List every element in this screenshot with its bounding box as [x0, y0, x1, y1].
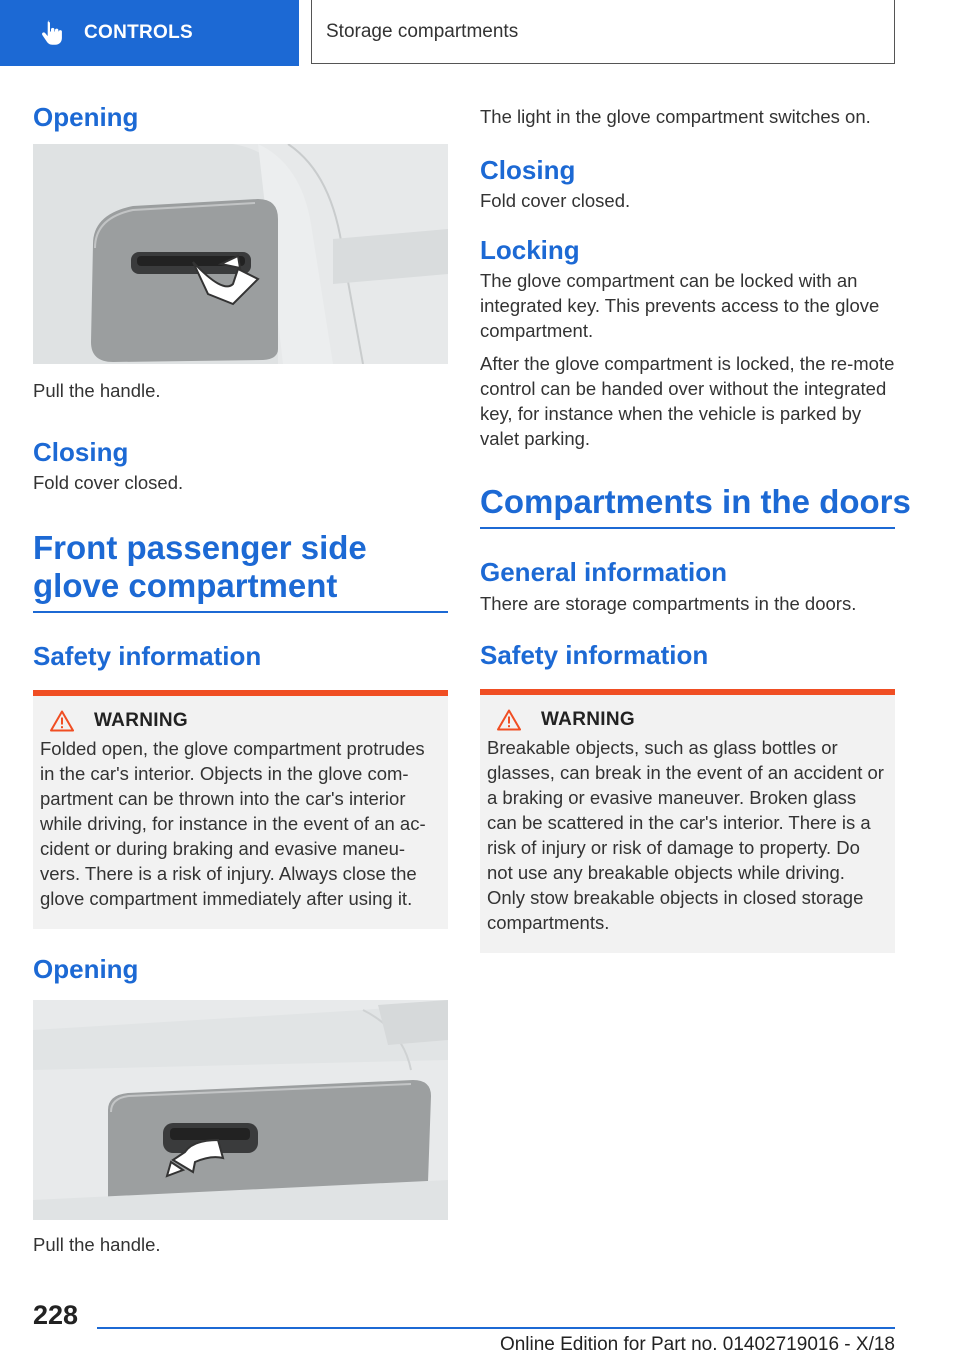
locking-text-2: After the glove compartment is locked, the re‐mote control can be handed over without the integrated key, for instance when the vehicle is parked by valet parking.: [480, 353, 895, 450]
warning-triangle-icon: [497, 709, 521, 731]
heading-compartments-doors: Compartments in the doors: [480, 483, 895, 529]
warning-box-left: [33, 690, 448, 929]
front-glovebox-handle-illustration: [33, 1000, 448, 1220]
heading-safety-right: Safety information: [480, 639, 709, 670]
section-tab-label: CONTROLS: [84, 22, 194, 43]
figure-glovebox-1: [33, 144, 448, 364]
heading-front-passenger: Front passenger side glove compartment: [33, 529, 448, 613]
heading-opening-1: Opening: [33, 102, 139, 132]
heading-closing-left: Closing: [33, 437, 129, 468]
heading-closing-right: Closing: [480, 155, 576, 185]
pull-handle-text-1: Pull the handle.: [33, 380, 161, 402]
pointing-hand-icon: [40, 20, 64, 46]
section-tab-controls[interactable]: [0, 0, 299, 66]
warning-triangle-icon: [50, 710, 74, 732]
warning-box-right: [480, 689, 895, 953]
locking-text-1: The glove compartment can be locked with an integrated key. This prevents access to the glove compartment.: [480, 270, 880, 342]
closing-text-right: Fold cover closed.: [480, 190, 631, 212]
general-text: There are storage compartments in the doors.: [480, 592, 857, 614]
left-column: [33, 96, 448, 1257]
heading-locking: Locking: [480, 235, 580, 266]
pull-handle-text-2: Pull the handle.: [33, 1233, 161, 1255]
edition-text: Online Edition for Part no. 01402719016 - X/18: [499, 1334, 895, 1355]
warning-text-left: Folded open, the glove compartment protrudes in the car's interior. Objects in the glove com‐partment can be thrown into the car's interior while driving, for instance in the event of an ac‐cident or during braking and evasive maneu‐vers. There is a risk of injury. Always close the glove compartment immediately after using it.: [40, 738, 426, 910]
heading-general-info: General information: [480, 557, 728, 588]
warning-text-right: Breakable objects, such as glass bottles or glasses, can break in the event of an accident or a braking or evasive maneuver. Broken glass can be scattered in the car's interior. There is a risk of injury or risk of damage to property. Do not use any breakable objects while driving. Only stow breakable objects in closed storage compartments.: [487, 736, 884, 933]
figure-glovebox-2: [33, 1000, 448, 1220]
light-text: The light in the glove compartment switches on.: [480, 106, 871, 127]
heading-safety-left: Safety information: [33, 641, 262, 672]
heading-opening-2: Opening: [33, 954, 139, 985]
chapter-title: Storage compartments: [326, 20, 519, 42]
closing-text-left: Fold cover closed.: [33, 472, 184, 494]
warning-title-right: WARNING: [541, 708, 635, 730]
warning-title-left: WARNING: [94, 710, 188, 732]
glovebox-handle-illustration: [33, 144, 448, 364]
footer-divider: [97, 1327, 895, 1329]
page-number: 228: [33, 1300, 79, 1330]
chapter-header: [311, 0, 895, 64]
right-column: [480, 96, 911, 953]
